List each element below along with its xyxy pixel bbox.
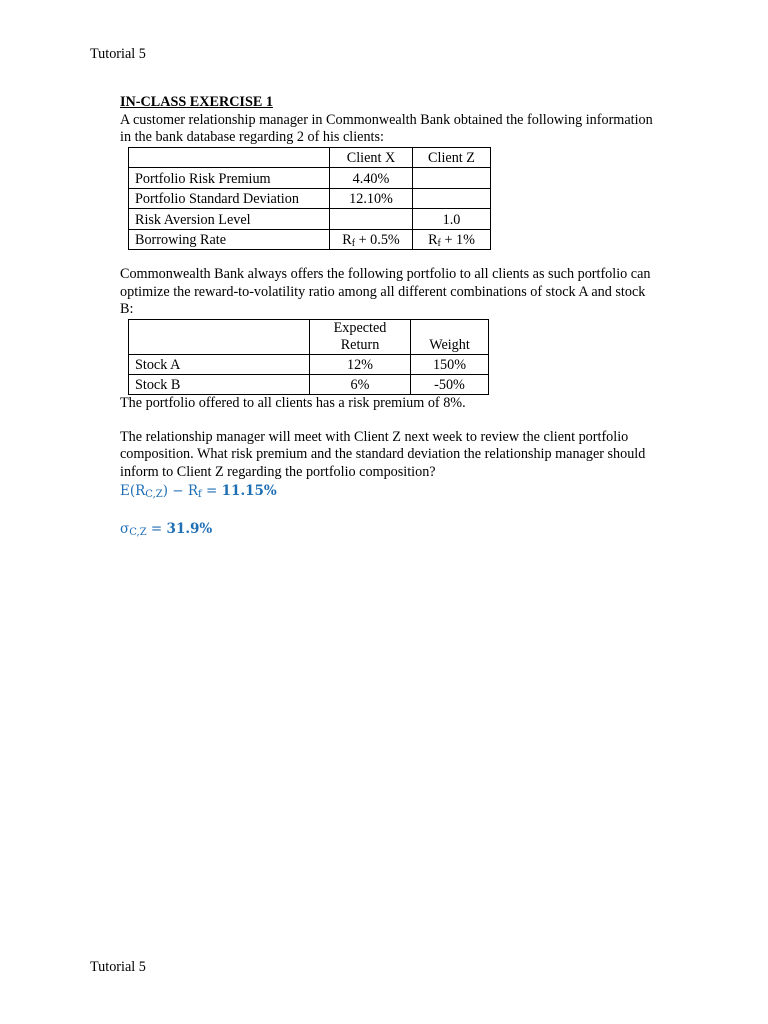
header-line-2: Return — [340, 337, 380, 354]
row-label: Portfolio Standard Deviation — [129, 188, 330, 209]
formula-base: R — [428, 232, 438, 249]
stocks-table — [128, 319, 489, 395]
answer-value: 11.15% — [221, 483, 277, 500]
formula-subscript: f — [198, 489, 202, 501]
table-cell-empty — [129, 147, 330, 168]
row-label: Stock B — [129, 375, 310, 395]
formula-equals: = — [201, 483, 222, 500]
client-z-value — [413, 168, 491, 189]
exercise-heading: IN-CLASS EXERCISE 1 — [120, 94, 273, 110]
formula-rest: + 1% — [440, 232, 475, 249]
client-x-value: 12.10% — [330, 188, 413, 209]
column-header-weight: Weight — [411, 320, 489, 355]
row-label: Portfolio Risk Premium — [129, 168, 330, 189]
column-header-expected-return — [310, 320, 411, 355]
formula-part: σ — [120, 521, 130, 538]
question-paragraph: The relationship manager will meet with Client Z next week to review the client portfolio composition. What risk premium and the standard deviation the relationship manager should inform to Client Z regarding the portfolio composition? — [120, 428, 646, 480]
client-x-value — [330, 229, 413, 250]
formula-subscript: f — [437, 238, 441, 250]
table-row — [129, 209, 491, 230]
table-row — [129, 375, 489, 395]
expected-return-value: 6% — [310, 375, 411, 395]
formula-rest: + 0.5% — [355, 232, 400, 249]
formula-subscript: C,Z — [129, 527, 147, 539]
header-line-1: Expected — [333, 320, 387, 337]
exercise-content — [120, 92, 660, 539]
client-x-value: 4.40% — [330, 168, 413, 189]
table-row — [129, 355, 489, 375]
column-header-client-z: Client Z — [413, 147, 491, 168]
formula-subscript: f — [351, 238, 356, 250]
weight-value: -50% — [411, 375, 489, 395]
row-label: Borrowing Rate — [129, 229, 330, 250]
page-footer: Tutorial 5 — [90, 959, 146, 975]
formula-base: R — [342, 232, 352, 249]
client-z-value — [413, 188, 491, 209]
table-row — [129, 188, 491, 209]
page-header: Tutorial 5 — [90, 46, 146, 62]
table-header-row — [129, 320, 489, 355]
formula-equals: = — [146, 521, 167, 538]
expected-return-value: 12% — [310, 355, 411, 375]
client-z-value: 1.0 — [413, 209, 491, 230]
risk-premium-paragraph: The portfolio offered to all clients has a risk premium of 8%. — [120, 395, 466, 412]
table-cell-empty — [129, 320, 310, 355]
row-label: Stock A — [129, 355, 310, 375]
intro-paragraph: A customer relationship manager in Commonwealth Bank obtained the following information in the bank database regarding 2 of his clients: — [120, 111, 653, 146]
answer-std-deviation — [120, 521, 660, 539]
client-z-value — [413, 229, 491, 250]
weight-value: 150% — [411, 355, 489, 375]
table-header-row — [129, 147, 491, 168]
answer-risk-premium — [120, 483, 660, 501]
answer-value: 31.9% — [166, 521, 213, 538]
clients-table — [128, 147, 491, 251]
formula-part: ) − R — [162, 483, 199, 500]
column-header-client-x: Client X — [330, 147, 413, 168]
portfolio-paragraph: Commonwealth Bank always offers the following portfolio to all clients as such portfolio can optimize the reward-to-volatility ratio among all different combinations of stock A and stock B: — [120, 266, 651, 318]
formula-part: E(R — [120, 483, 146, 500]
client-x-value — [330, 209, 413, 230]
table-row — [129, 168, 491, 189]
row-label: Risk Aversion Level — [129, 209, 330, 230]
formula-subscript: C,Z — [145, 489, 163, 501]
table-row — [129, 229, 491, 250]
